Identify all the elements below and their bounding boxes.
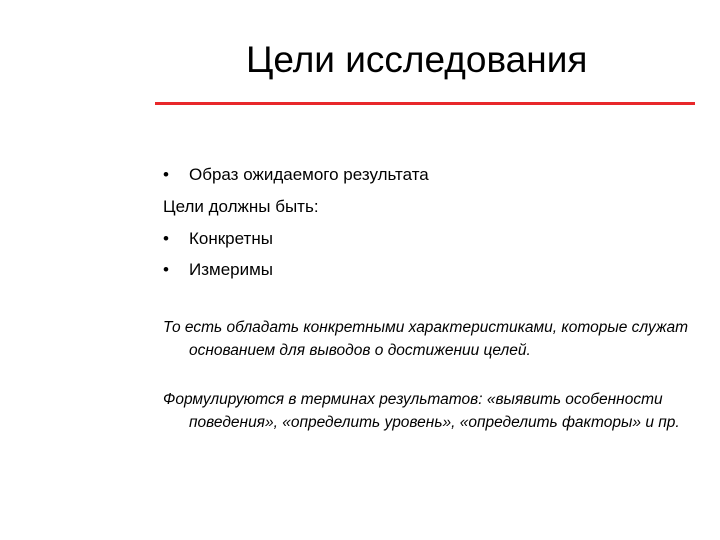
bullet-specific: Конкретны (189, 229, 273, 248)
bullet-expected-result: Образ ожидаемого результата (189, 165, 429, 184)
slide-title: Цели исследования (246, 39, 588, 80)
bullet-measurable: Измеримы (189, 260, 274, 279)
paragraph-characteristics: То есть обладать конкретными характеристиками, которые служат основанием для выводов о достижении целей. (163, 319, 689, 359)
paragraph-formulation: Формулируются в терминах результатов: «выявить особенности поведения», «определить уровень», «определить факторы» и пр. (163, 391, 680, 431)
bullet-glyph: • (163, 165, 169, 184)
bullet-glyph: • (163, 260, 169, 279)
title-underline (155, 102, 695, 105)
subheading-goals-must-be: Цели должны быть: (163, 197, 319, 216)
bullet-glyph: • (163, 229, 169, 248)
